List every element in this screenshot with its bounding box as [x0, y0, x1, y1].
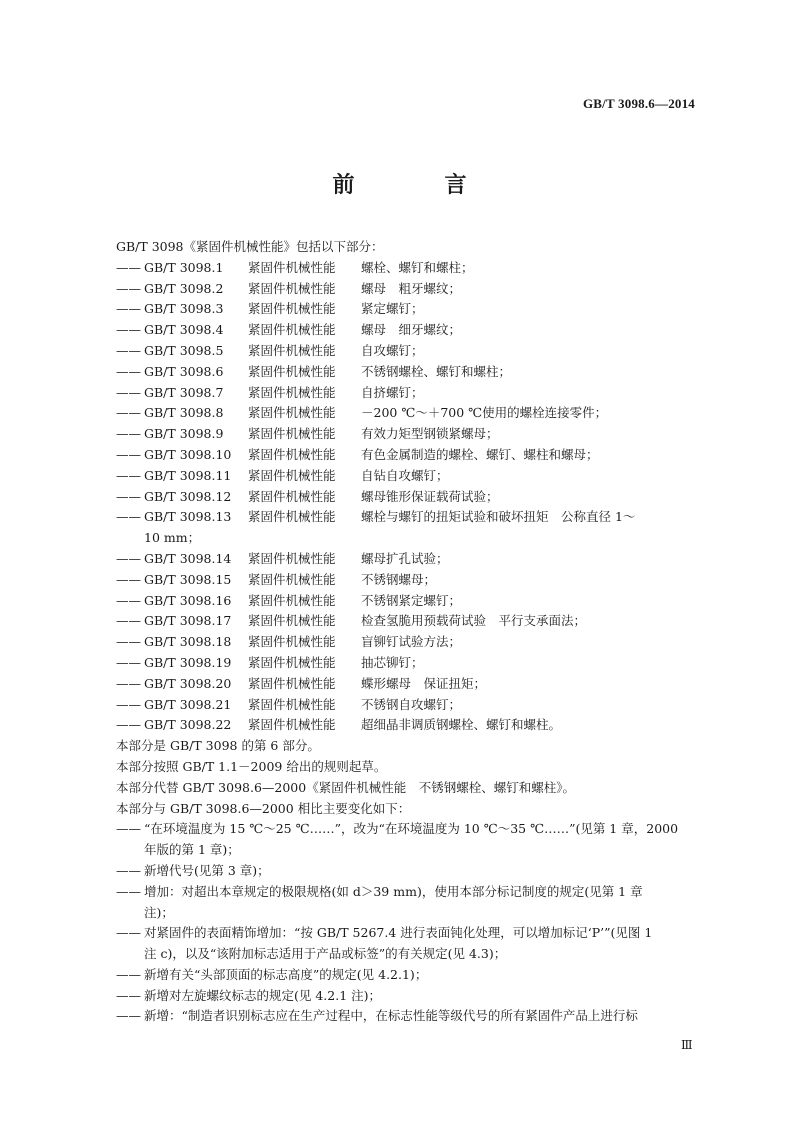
list-item: [116, 320, 716, 341]
change-item: [116, 861, 716, 882]
list-dash: ——: [116, 987, 141, 1003]
standard-title: 螺母 细牙螺纹；: [361, 322, 462, 338]
standard-category: 紧固件机械性能: [248, 509, 336, 525]
list-item: [116, 653, 716, 674]
standard-category: 紧固件机械性能: [248, 675, 336, 691]
list-item: [116, 362, 716, 383]
standard-number: GB/T 3098.19: [144, 654, 232, 670]
change-text: 新增有关“头部顶面的标志高度”的规定(见 4.2.1)；: [144, 966, 428, 982]
change-item: [116, 1006, 716, 1027]
standard-title: 超细晶非调质钢螺栓、螺钉和螺柱。: [361, 717, 562, 733]
standard-title: 不锈钢紧定螺钉；: [361, 592, 462, 608]
standard-category: 紧固件机械性能: [248, 259, 336, 275]
standard-number: GB/T 3098.22: [144, 717, 232, 733]
standard-title: 螺母锥形保证载荷试验；: [361, 488, 499, 504]
parts-list: [116, 258, 716, 736]
standard-number: GB/T 3098.14: [144, 550, 232, 566]
list-item: [116, 715, 716, 736]
document-id: GB/T 3098.6—2014: [582, 96, 695, 111]
list-dash: ——: [116, 925, 141, 941]
standard-number: GB/T 3098.11: [144, 467, 232, 483]
standard-number: GB/T 3098.7: [144, 384, 224, 400]
list-item: [116, 611, 716, 632]
standard-title: 不锈钢自攻螺钉；: [361, 696, 462, 712]
list-dash: ——: [116, 301, 141, 317]
standard-category: 紧固件机械性能: [248, 592, 336, 608]
list-item: [116, 570, 716, 591]
list-dash: ——: [116, 862, 141, 878]
list-dash: ——: [116, 717, 141, 733]
standard-title: 抽芯铆钉；: [361, 654, 424, 670]
list-dash: ——: [116, 675, 141, 691]
standard-category: 紧固件机械性能: [248, 384, 336, 400]
standard-category: 紧固件机械性能: [248, 446, 336, 462]
standard-number: GB/T 3098.12: [144, 488, 232, 504]
standard-title: 螺栓、螺钉和螺柱；: [361, 259, 474, 275]
standard-category: 紧固件机械性能: [248, 426, 336, 442]
list-dash: ——: [116, 571, 141, 587]
standard-number: GB/T 3098.5: [144, 342, 224, 358]
list-item: [116, 507, 716, 528]
standard-title: 有色金属制造的螺栓、螺钉、螺柱和螺母；: [361, 446, 599, 462]
change-item: [116, 882, 716, 903]
statement-part-number: 本部分是 GB/T 3098 的第 6 部分。: [116, 738, 320, 754]
change-item: [116, 965, 716, 986]
change-text: 新增：“制造者识别标志应在生产过程中，在标志性能等级代号的所有紧固件产品上进行标: [144, 1008, 638, 1024]
standard-number: GB/T 3098.15: [144, 571, 232, 587]
standard-category: 紧固件机械性能: [248, 634, 336, 650]
standard-category: 紧固件机械性能: [248, 405, 336, 421]
list-dash: ——: [116, 613, 141, 629]
standard-category: 紧固件机械性能: [248, 654, 336, 670]
standard-number: GB/T 3098.17: [144, 613, 232, 629]
list-item: [116, 445, 716, 466]
standard-category: 紧固件机械性能: [248, 322, 336, 338]
standard-number: GB/T 3098.13: [144, 509, 232, 525]
list-dash: ——: [116, 259, 141, 275]
standard-title: 不锈钢螺栓、螺钉和螺柱；: [361, 363, 512, 379]
standard-title: 蝶形螺母 保证扭矩；: [361, 675, 487, 691]
standard-category: 紧固件机械性能: [248, 696, 336, 712]
list-dash: ——: [116, 488, 141, 504]
list-dash: ——: [116, 550, 141, 566]
intro-paragraph: GB/T 3098《紧固件机械性能》包括以下部分：: [116, 239, 384, 254]
standard-title: 盲铆钉试验方法；: [361, 634, 462, 650]
standard-category: 紧固件机械性能: [248, 342, 336, 358]
standard-category: 紧固件机械性能: [248, 301, 336, 317]
list-dash: ——: [116, 384, 141, 400]
list-dash: ——: [116, 821, 141, 837]
statement-changes-intro: 本部分与 GB/T 3098.6—2000 相比主要变化如下：: [116, 800, 411, 816]
standard-number: GB/T 3098.9: [144, 426, 224, 442]
list-dash: ——: [116, 509, 141, 525]
list-item: [116, 487, 716, 508]
list-item: [116, 466, 716, 487]
standard-number: GB/T 3098.4: [144, 322, 224, 338]
list-dash: ——: [116, 280, 141, 296]
list-item: [116, 695, 716, 716]
list-item: [116, 299, 716, 320]
standard-title: 不锈钢螺母；: [361, 571, 437, 587]
standard-number: GB/T 3098.1: [144, 259, 224, 275]
statement-replaces: 本部分代替 GB/T 3098.6—2000《紧固件机械性能 不锈钢螺栓、螺钉和螺柱》。: [116, 779, 575, 795]
change-text: “在环境温度为 15 ℃～25 ℃……”，改为“在环境温度为 10 ℃～35 ℃……”(见第 1 章，2000: [144, 821, 679, 837]
list-item: [116, 403, 716, 424]
standard-number: GB/T 3098.18: [144, 634, 232, 650]
standard-number: GB/T 3098.6: [144, 363, 224, 379]
standard-title: 自攻螺钉；: [361, 342, 424, 358]
list-dash: ——: [116, 883, 141, 899]
standard-title: 螺栓与螺钉的扭矩试验和破坏扭矩 公称直径 1～: [361, 509, 636, 525]
change-text-continuation: 注 c)，以及“该附加标志适用于产品或标签”的有关规定(见 4.3)；: [144, 946, 507, 962]
change-text: 对紧固件的表面精饰增加：“按 GB/T 5267.4 进行表面钝化处理，可以增加标记‘P’”(见图 1: [144, 925, 653, 941]
change-item: [116, 923, 716, 944]
preface-body: [116, 237, 716, 1027]
list-dash: ——: [116, 467, 141, 483]
changes-list: [116, 819, 716, 1027]
standard-title: 检查氢脆用预载荷试验 平行支承面法；: [361, 613, 587, 629]
standard-category: 紧固件机械性能: [248, 550, 336, 566]
list-item: [116, 549, 716, 570]
list-dash: ——: [116, 446, 141, 462]
list-item: [116, 674, 716, 695]
page-number: Ⅲ: [681, 1038, 693, 1052]
change-text: 新增代号(见第 3 章)；: [144, 862, 270, 878]
standard-number: GB/T 3098.21: [144, 696, 232, 712]
standard-number: GB/T 3098.3: [144, 301, 224, 317]
standard-number: GB/T 3098.2: [144, 280, 224, 296]
list-item: [116, 383, 716, 404]
change-text: 新增对左旋螺纹标志的规定(见 4.2.1 注)；: [144, 987, 382, 1003]
list-dash: ——: [116, 654, 141, 670]
statement-drafting-rules: 本部分按照 GB/T 1.1－2009 给出的规则起草。: [116, 758, 387, 774]
list-item: [116, 591, 716, 612]
standard-title: 自挤螺钉；: [361, 384, 424, 400]
list-dash: ——: [116, 592, 141, 608]
change-text: 增加：对超出本章规定的极限规格(如 d＞39 mm)，使用本部分标记制度的规定(见第 1 章: [144, 883, 643, 899]
standard-category: 紧固件机械性能: [248, 467, 336, 483]
list-dash: ——: [116, 966, 141, 982]
standard-category: 紧固件机械性能: [248, 717, 336, 733]
list-dash: ——: [116, 634, 141, 650]
standard-title: 有效力矩型钢锁紧螺母；: [361, 426, 499, 442]
change-text-continuation: 年版的第 1 章)；: [144, 842, 240, 858]
standard-title: －200 ℃～＋700 ℃使用的螺栓连接零件；: [361, 405, 608, 421]
standard-title: 自钻自攻螺钉；: [361, 467, 449, 483]
list-dash: ——: [116, 696, 141, 712]
standard-title: 螺母扩孔试验；: [361, 550, 449, 566]
list-dash: ——: [116, 363, 141, 379]
page-title: 前 言: [332, 173, 501, 198]
standard-number: GB/T 3098.16: [144, 592, 232, 608]
standard-number: GB/T 3098.10: [144, 446, 232, 462]
list-dash: ——: [116, 405, 141, 421]
list-item: [116, 279, 716, 300]
list-item-continuation: 10 mm；: [144, 530, 201, 546]
standard-category: 紧固件机械性能: [248, 613, 336, 629]
list-dash: ——: [116, 426, 141, 442]
standard-category: 紧固件机械性能: [248, 363, 336, 379]
list-item: [116, 424, 716, 445]
standard-number: GB/T 3098.8: [144, 405, 224, 421]
standard-category: 紧固件机械性能: [248, 280, 336, 296]
change-item: [116, 986, 716, 1007]
list-dash: ——: [116, 1008, 141, 1024]
list-item: [116, 258, 716, 279]
list-dash: ——: [116, 322, 141, 338]
list-dash: ——: [116, 342, 141, 358]
standard-category: 紧固件机械性能: [248, 571, 336, 587]
standard-number: GB/T 3098.20: [144, 675, 232, 691]
change-item: [116, 819, 716, 840]
standard-title: 紧定螺钉；: [361, 301, 424, 317]
standard-title: 螺母 粗牙螺纹；: [361, 280, 462, 296]
list-item: [116, 341, 716, 362]
change-text-continuation: 注)；: [144, 904, 174, 920]
list-item: [116, 632, 716, 653]
standard-category: 紧固件机械性能: [248, 488, 336, 504]
